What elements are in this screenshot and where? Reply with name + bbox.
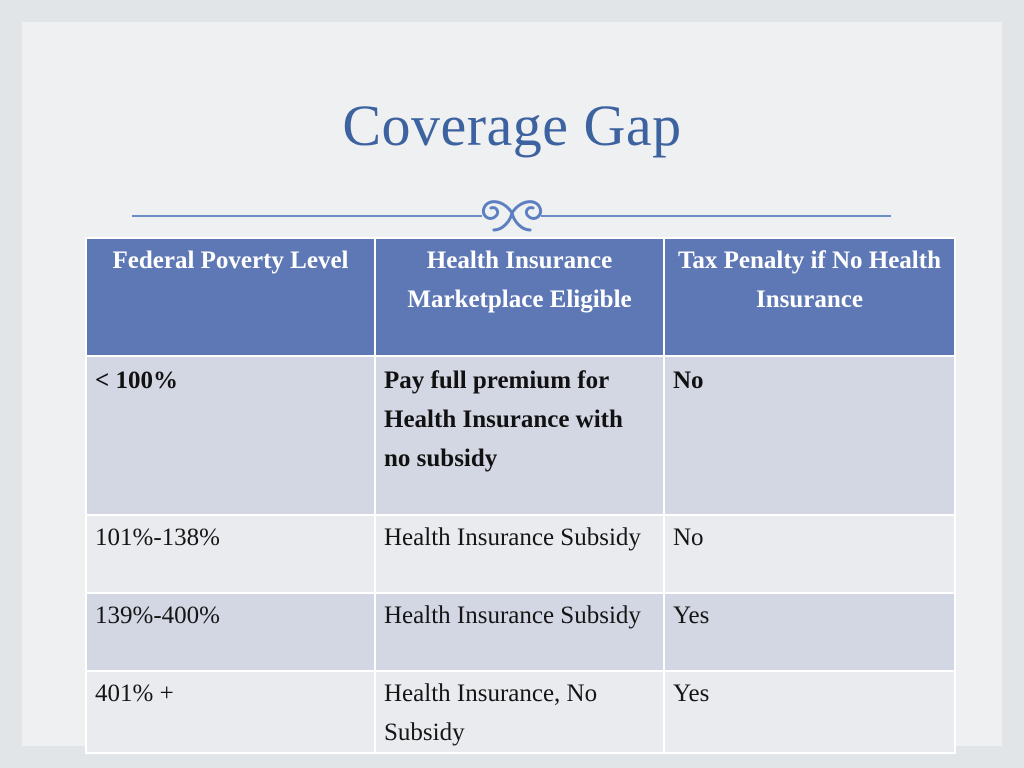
header-tax-penalty: Tax Penalty if No Health Insurance xyxy=(664,238,955,356)
table-row xyxy=(86,356,955,515)
cell-tax-penalty: Yes xyxy=(664,593,955,671)
cell-marketplace-eligible: Health Insurance Subsidy xyxy=(375,593,664,671)
header-marketplace-eligible: Health Insurance Marketplace Eligible xyxy=(375,238,664,356)
flourish-icon xyxy=(476,190,548,236)
slide-title: Coverage Gap xyxy=(342,93,682,158)
cell-poverty-level: 139%-400% xyxy=(86,593,375,671)
coverage-gap-table xyxy=(85,237,956,754)
cell-marketplace-eligible: Health Insurance Subsidy xyxy=(375,515,664,593)
table-header-row xyxy=(86,238,955,356)
cell-poverty-level: 101%-138% xyxy=(86,515,375,593)
cell-tax-penalty: No xyxy=(664,515,955,593)
cell-marketplace-eligible: Health Insurance, No Subsidy xyxy=(375,671,664,753)
cell-tax-penalty: No xyxy=(664,356,955,515)
cell-tax-penalty: Yes xyxy=(664,671,955,753)
cell-poverty-level: 401% + xyxy=(86,671,375,753)
table-row xyxy=(86,515,955,593)
cell-poverty-level: < 100% xyxy=(86,356,375,515)
table-row xyxy=(86,593,955,671)
title-divider-left xyxy=(132,215,482,217)
header-federal-poverty-level: Federal Poverty Level xyxy=(86,238,375,356)
table-row xyxy=(86,671,955,753)
title-divider-right xyxy=(541,215,891,217)
cell-marketplace-eligible: Pay full premium for Health Insurance with no subsidy xyxy=(375,356,664,515)
